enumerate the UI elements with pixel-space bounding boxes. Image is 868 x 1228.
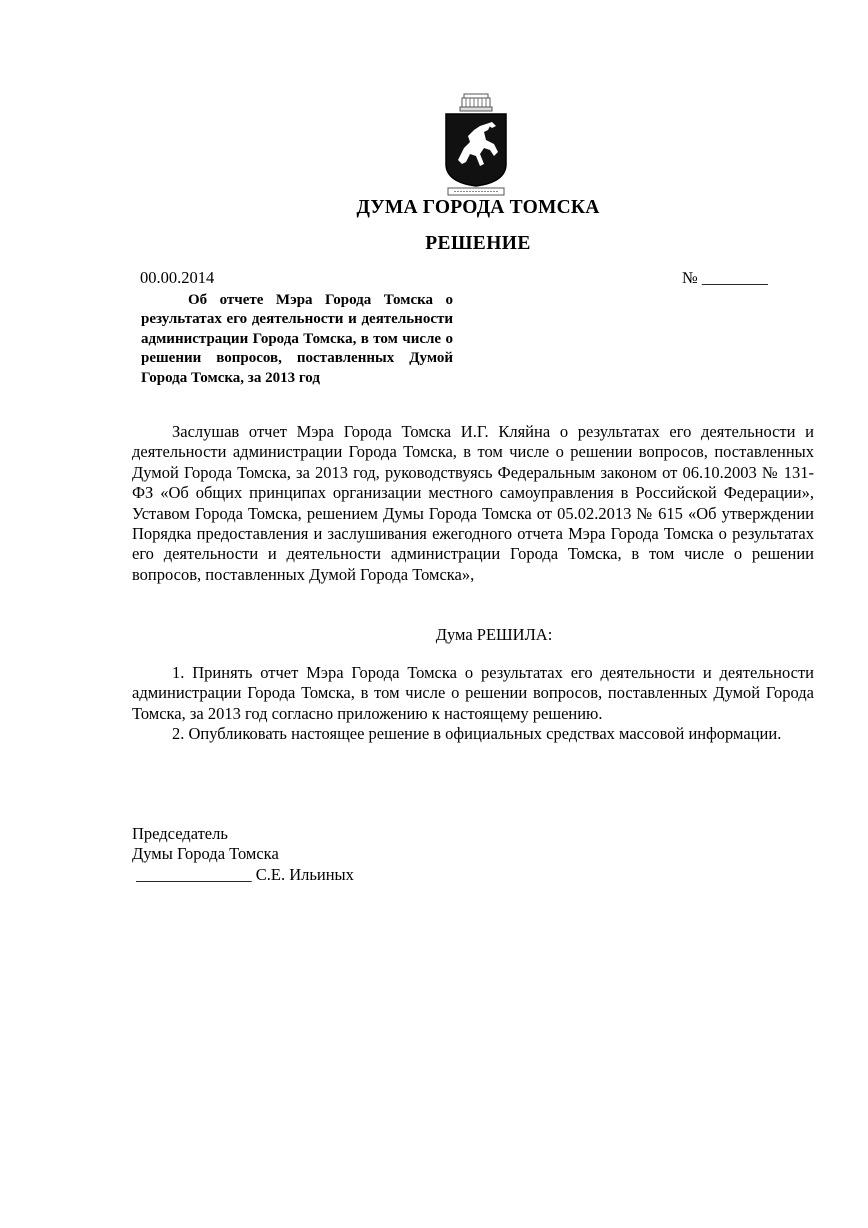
signature-block — [132, 824, 532, 885]
preamble-paragraph: Заслушав отчет Мэра Города Томска И.Г. Кляйна о результатах его деятельности и деятельности администрации Города Томска, в том числе о решении вопросов, поставленных Думой Города Томска, за 2013 год, руководствуясь Федеральным законом от 06.10.2003 № 131-ФЗ «Об общих принципах организации местного самоуправления в Российской Федерации», Уставом Города Томска, решением Думы Города Томска от 05.02.2013 № 615 «Об утверждении Порядка предоставления и заслушивания ежегодного отчета Мэра Города Томска о результатах его деятельности и деятельности администрации Города Томска, в том числе о решении вопросов, поставленных Думой Города Томска», — [132, 422, 814, 584]
document-number: № ________ — [682, 268, 768, 287]
crown-icon — [460, 94, 492, 111]
organization-title: ДУМА ГОРОДА ТОМСКА — [356, 197, 600, 218]
document-type-title: РЕШЕНИЕ — [425, 233, 531, 254]
document-date: 00.00.2014 — [140, 268, 215, 287]
signatory-title: Председатель — [132, 824, 228, 843]
decision-item-1: 1. Принять отчет Мэра Города Томска о результатах его деятельности и деятельности администрации Города Томска, в том числе о решении вопросов, поставленных Думой Города Томска, за 2013 год согласно приложению к настоящему решению. — [132, 663, 814, 723]
signatory-name-line: ______________ С.Е. Ильиных — [132, 864, 354, 884]
coat-of-arms-icon — [440, 90, 512, 198]
decision-item-2: 2. Опубликовать настоящее решение в официальных средствах массовой информации. — [172, 724, 782, 744]
preamble-section — [132, 422, 814, 585]
document-subject: Об отчете Мэра Города Томска о результатах его деятельности и деятельности администрации Города Томска, в том числе о решении вопросов, поставленных Думой Города Томска, за 2013 год — [141, 292, 453, 386]
resolved-heading: Дума РЕШИЛА: — [435, 625, 553, 644]
decision-items — [132, 663, 814, 745]
signatory-organization: Думы Города Томска — [132, 844, 279, 864]
